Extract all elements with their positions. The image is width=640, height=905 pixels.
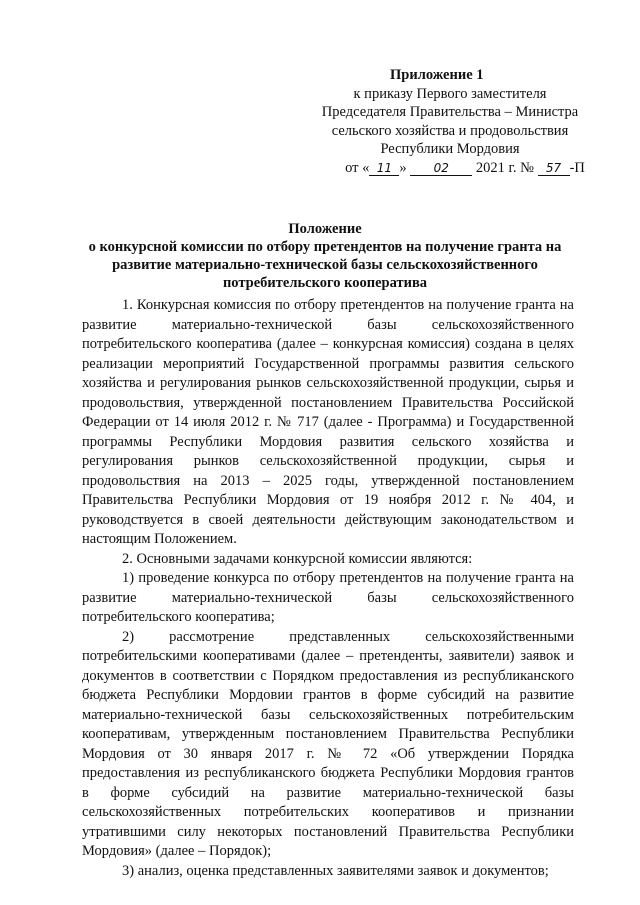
document-body: [82, 296, 574, 881]
order-number: 57: [538, 161, 570, 176]
title-line: о конкурсной комиссии по отбору претендентов на получение гранта на: [88, 239, 562, 255]
order-date-number: [300, 159, 600, 178]
order-suffix: -П: [569, 159, 585, 176]
appendix-line: Республики Мордовия: [380, 141, 520, 157]
appendix-line: к приказу Первого заместителя: [353, 85, 547, 102]
paragraph: 1. Конкурсная комиссия по отбору претендентов на получение гранта на развитие материально-технической базы сельскохозяйственного потребительского кооператива (далее – конкурсная комиссия) создана в целях реализации мероприятий Государственной программы развития сельского хозяйства и регулирования рынков сельскохозяйственной продукции, сырья и продовольствия, утвержденной постановлением Правительства Российской Федерации от 14 июля 2012 г. № 717 (далее - Программа) и Государственной программы Республики Мордовия развития сельского хозяйства и регулирования рынков сельскохозяйственной продукции, сырья и продовольствия на 2013 – 2025 годы, утвержденной постановлением Правительства Республики Мордовия от 19 ноября 2012 г. № 404, и руководствуется в своей деятельности действующим законодательством и настоящим Положением.: [82, 297, 574, 547]
appendix-header: [300, 66, 600, 177]
order-mid: »: [399, 159, 407, 176]
order-month: 02: [410, 161, 472, 176]
appendix-line: сельского хозяйства и продовольствия: [331, 122, 569, 139]
paragraph: 1) проведение конкурса по отбору претендентов на получение гранта на развитие материально-технической базы сельскохозяйственного потребительского кооператива;: [82, 570, 574, 625]
paragraph: 2) рассмотрение представленных сельскохозяйственными потребительскими кооперативами (далее – претенденты, заявители) заявок и документов в соответствии с Порядком предоставления из республиканского бюджета Республики Мордовии грантов в форме субсидий на развитие материально-технической базы сельскохозяйственных потребительским кооперативам, утвержденным постановлением Правительства Республики Мордовия от 30 января 2017 г. № 72 «Об утверждении Порядка предоставления из республиканского бюджета Республики Мордовия грантов в форме субсидий на развитие материально-технической базы сельскохозяйственных потребительских кооперативов и признании утратившими силу некоторых постановлений Правительства Республики Мордовия» (далее – Порядок);: [82, 628, 574, 859]
title-line: Положение: [288, 221, 362, 237]
paragraph: 2. Основными задачами конкурсной комиссии являются:: [122, 550, 473, 567]
order-day: 11: [369, 161, 399, 176]
appendix-line: Председателя Правительства – Министра: [321, 104, 579, 120]
document-title: [70, 220, 580, 292]
title-line: развитие материально-технической базы сельскохозяйственного: [112, 257, 538, 273]
appendix-title: Приложение 1: [390, 67, 484, 83]
order-prefix: от «: [345, 159, 370, 176]
title-line: потребительского кооператива: [222, 275, 428, 291]
paragraph: 3) анализ, оценка представленных заявителями заявок и документов;: [122, 862, 549, 879]
order-year: 2021 г. №: [475, 159, 534, 176]
